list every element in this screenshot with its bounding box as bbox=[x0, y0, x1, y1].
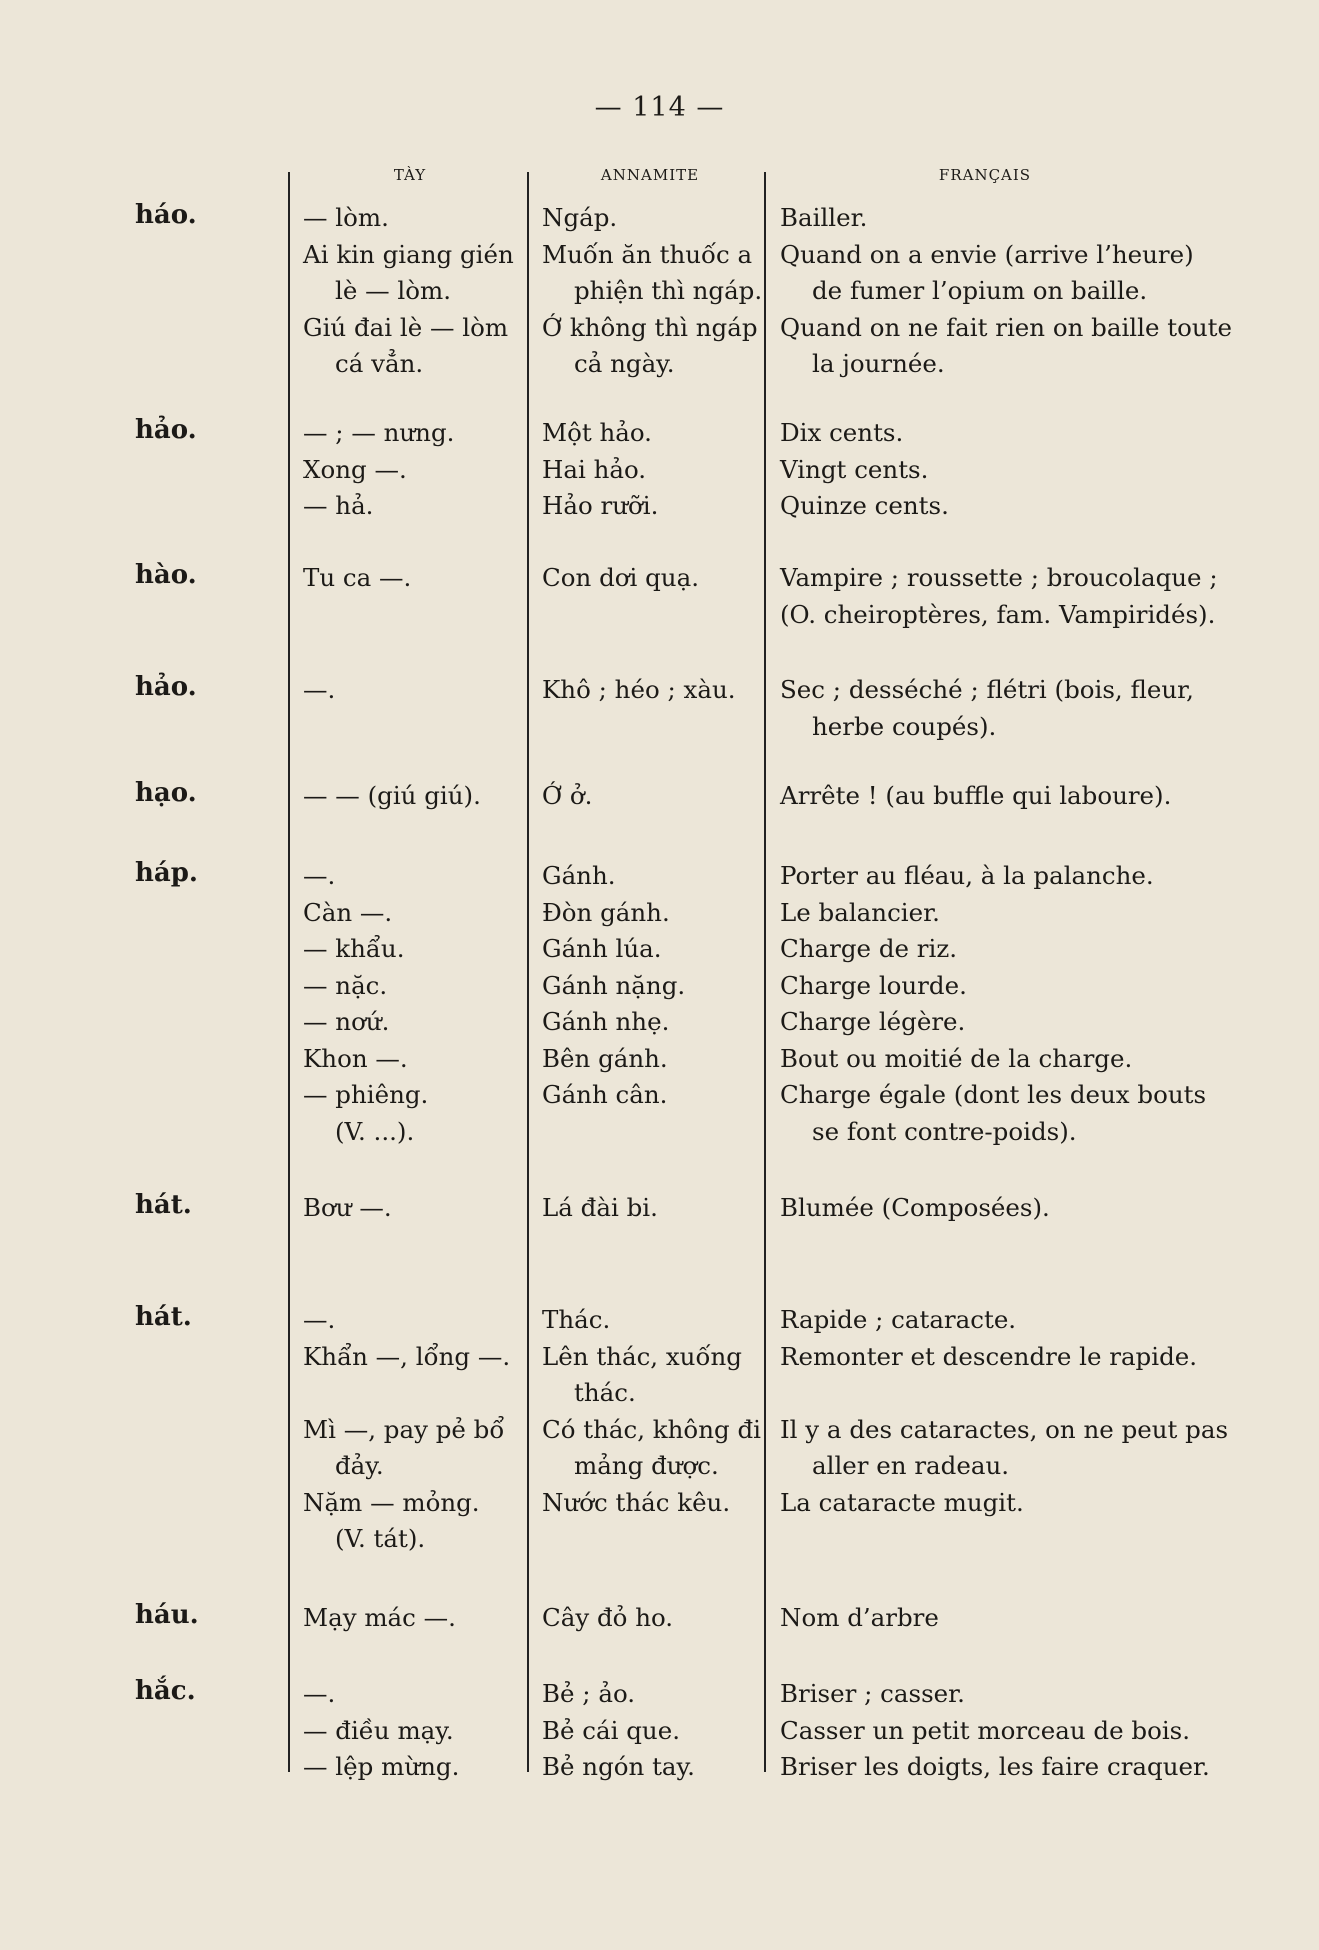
entry-headword: hạo. bbox=[135, 778, 197, 808]
entry-headword: hát. bbox=[135, 1302, 192, 1332]
francais-column-line: se font contre-poids). bbox=[812, 1116, 1077, 1146]
tay-column-line: —. bbox=[303, 861, 336, 890]
entry-tay-column bbox=[303, 1302, 525, 1558]
entry-francais-column bbox=[780, 672, 1230, 745]
entry-headword: hào. bbox=[135, 560, 197, 590]
francais-column-line: Remonter et descendre le rapide. bbox=[780, 1341, 1198, 1371]
annamite-column-line: Lá đài bi. bbox=[542, 1193, 658, 1222]
entry-francais-column bbox=[780, 858, 1230, 1150]
entry-headword: hảo. bbox=[135, 672, 197, 702]
francais-column-line: Charge de riz. bbox=[780, 934, 958, 963]
entry-annamite-column bbox=[542, 1302, 762, 1521]
annamite-column-line: Khô ; héo ; xàu. bbox=[542, 675, 736, 704]
tay-column-line: Mì —, pay pẻ bổ bbox=[303, 1414, 505, 1444]
francais-column-line: Vingt cents. bbox=[780, 454, 929, 484]
annamite-column-line: Bẻ cái que. bbox=[542, 1715, 680, 1745]
annamite-column-line: cả ngày. bbox=[574, 349, 675, 378]
annamite-column-line: Ngáp. bbox=[542, 203, 618, 232]
annamite-column-line: Hảo rưỡi. bbox=[542, 491, 659, 520]
tay-column-line: — điều mạy. bbox=[303, 1715, 454, 1745]
entry-annamite-column bbox=[542, 415, 762, 525]
entry-annamite-column bbox=[542, 200, 762, 383]
annamite-column-line: Hai hảo. bbox=[542, 454, 647, 484]
annamite-column-line: Gánh cân. bbox=[542, 1080, 668, 1109]
entry-francais-column bbox=[780, 1676, 1230, 1786]
tay-column-line: — lòm. bbox=[303, 203, 389, 232]
entry-headword: háu. bbox=[135, 1600, 199, 1630]
tay-column-line: cá vẳn. bbox=[335, 349, 424, 378]
annamite-column-line: Gánh nhẹ. bbox=[542, 1007, 670, 1036]
tay-column-line: —. bbox=[303, 1305, 336, 1334]
francais-column-line: Charge égale (dont les deux bouts bbox=[780, 1080, 1207, 1109]
francais-column-line: Charge lourde. bbox=[780, 970, 967, 1000]
entry-tay-column bbox=[303, 1600, 525, 1637]
annamite-column-line: Bẻ ngón tay. bbox=[542, 1752, 695, 1781]
page-number: — 114 — bbox=[594, 92, 725, 123]
entry-tay-column bbox=[303, 672, 525, 709]
francais-column-line: Quand on ne fait rien on baille toute bbox=[780, 312, 1232, 342]
francais-column-line: Charge légère. bbox=[780, 1007, 966, 1036]
francais-column-line: Vampire ; roussette ; broucolaque ; bbox=[780, 563, 1218, 592]
entry-tay-column bbox=[303, 858, 525, 1150]
annamite-column-line: Muốn ăn thuốc a bbox=[542, 239, 753, 269]
francais-column-line: Briser les doigts, les faire craquer. bbox=[780, 1752, 1210, 1781]
entry-francais-column bbox=[780, 1302, 1230, 1521]
francais-column-line: Nom d’arbre bbox=[780, 1603, 939, 1632]
column-divider bbox=[527, 172, 529, 1772]
francais-column-line: Quinze cents. bbox=[780, 491, 949, 520]
francais-column-line: La cataracte mugit. bbox=[780, 1487, 1024, 1517]
tay-column-line: Ai kin giang gién bbox=[303, 239, 514, 269]
annamite-column-line: thác. bbox=[574, 1378, 636, 1407]
entry-annamite-column bbox=[542, 672, 762, 709]
tay-column-line bbox=[303, 1375, 525, 1412]
entry-headword: háp. bbox=[135, 858, 198, 888]
entry-francais-column bbox=[780, 1190, 1230, 1227]
francais-column-line: Casser un petit morceau de bois. bbox=[780, 1715, 1191, 1745]
tay-column-line: Càn —. bbox=[303, 897, 393, 927]
francais-column-line: Porter au fléau, à la palanche. bbox=[780, 861, 1154, 890]
francais-column-line: Bailler. bbox=[780, 203, 868, 232]
francais-column-line: Quand on a envie (arrive l’heure) bbox=[780, 239, 1194, 269]
entry-annamite-column bbox=[542, 778, 762, 815]
column-header-francais: FRANÇAIS bbox=[938, 166, 1032, 184]
entry-annamite-column bbox=[542, 560, 762, 597]
tay-column-line: Xong —. bbox=[303, 454, 407, 484]
entry-tay-column bbox=[303, 415, 525, 525]
entry-tay-column bbox=[303, 778, 525, 815]
francais-column-line bbox=[780, 1375, 1230, 1412]
annamite-column-line: Gánh. bbox=[542, 861, 616, 890]
francais-column-line: Dix cents. bbox=[780, 418, 904, 447]
tay-column-line: Khẩn —, lổng —. bbox=[303, 1341, 511, 1371]
francais-column-line: (O. cheiroptères, fam. Vampiridés). bbox=[780, 599, 1216, 629]
column-divider bbox=[288, 172, 290, 1772]
tay-column-line: Tu ca —. bbox=[303, 563, 412, 592]
tay-column-line: — lệp mừng. bbox=[303, 1752, 460, 1781]
entry-headword: hát. bbox=[135, 1190, 192, 1220]
annamite-column-line: Nước thác kêu. bbox=[542, 1487, 731, 1517]
entry-tay-column bbox=[303, 200, 525, 383]
tay-column-line: Bơư —. bbox=[303, 1193, 392, 1222]
francais-column-line: Il y a des cataractes, on ne peut pas bbox=[780, 1414, 1229, 1444]
francais-column-line: Le balancier. bbox=[780, 897, 940, 927]
tay-column-line: Mạy mác —. bbox=[303, 1603, 456, 1632]
entry-tay-column bbox=[303, 1190, 525, 1227]
annamite-column-line: Gánh nặng. bbox=[542, 970, 686, 1000]
entry-francais-column bbox=[780, 560, 1230, 633]
column-header-tay: TÀY bbox=[393, 166, 427, 184]
tay-column-line: — khẩu. bbox=[303, 934, 405, 963]
annamite-column-line: Con dơi quạ. bbox=[542, 563, 699, 592]
entry-francais-column bbox=[780, 415, 1230, 525]
entry-headword: háo. bbox=[135, 200, 197, 230]
francais-column-line: herbe coupés). bbox=[812, 711, 997, 741]
tay-column-line: Giú đai lè — lòm bbox=[303, 312, 509, 342]
tay-column-line: Nặm — mỏng. bbox=[303, 1487, 480, 1517]
tay-column-line: — phiêng. bbox=[303, 1080, 429, 1109]
tay-column-line: đảy. bbox=[335, 1451, 384, 1480]
francais-column-line: Bout ou moitié de la charge. bbox=[780, 1043, 1133, 1073]
annamite-column-line: phiện thì ngáp. bbox=[574, 276, 763, 305]
tay-column-line: lè — lòm. bbox=[335, 276, 452, 305]
annamite-column-line: mảng được. bbox=[574, 1451, 719, 1480]
tay-column-line: Khon —. bbox=[303, 1043, 408, 1073]
francais-column-line: Sec ; desséché ; flétri (bois, fleur, bbox=[780, 675, 1194, 704]
column-divider bbox=[764, 172, 766, 1772]
entry-francais-column bbox=[780, 1600, 1230, 1637]
tay-column-line: — hả. bbox=[303, 491, 374, 520]
entry-francais-column bbox=[780, 200, 1230, 383]
tay-column-line: — — (giú giú). bbox=[303, 781, 481, 810]
tay-column-line: — nặc. bbox=[303, 970, 388, 1000]
tay-column-line: — nơứ. bbox=[303, 1007, 390, 1036]
entry-tay-column bbox=[303, 1676, 525, 1786]
annamite-column-line: Gánh lúa. bbox=[542, 934, 662, 963]
francais-column-line: Blumée (Composées). bbox=[780, 1193, 1050, 1222]
tay-column-line: (V. ...). bbox=[335, 1116, 415, 1146]
francais-column-line: Briser ; casser. bbox=[780, 1679, 965, 1708]
tay-column-line: — ; — nưng. bbox=[303, 418, 455, 447]
francais-column-line: aller en radeau. bbox=[812, 1451, 1010, 1480]
entry-headword: hắc. bbox=[135, 1676, 196, 1706]
annamite-column-line: Ớ không thì ngáp bbox=[542, 312, 758, 342]
entry-annamite-column bbox=[542, 1190, 762, 1227]
tay-column-line: (V. tát). bbox=[335, 1524, 426, 1553]
annamite-column-line: Ớ ở. bbox=[542, 781, 593, 810]
annamite-column-line: Bẻ ; ảo. bbox=[542, 1679, 636, 1708]
annamite-column-line: Thác. bbox=[542, 1305, 611, 1334]
francais-column-line: Arrête ! (au buffle qui laboure). bbox=[780, 781, 1172, 810]
entry-francais-column bbox=[780, 778, 1230, 815]
francais-column-line: de fumer l’opium on baille. bbox=[812, 276, 1148, 305]
francais-column-line: Rapide ; cataracte. bbox=[780, 1305, 1017, 1334]
entry-annamite-column bbox=[542, 1600, 762, 1637]
column-header-annamite: ANNAMITE bbox=[600, 166, 700, 184]
entry-tay-column bbox=[303, 560, 525, 597]
entry-annamite-column bbox=[542, 858, 762, 1114]
francais-column-line: la journée. bbox=[812, 349, 945, 378]
tay-column-line: —. bbox=[303, 1679, 336, 1708]
annamite-column-line: Có thác, không đi bbox=[542, 1414, 761, 1444]
annamite-column-line: Bên gánh. bbox=[542, 1043, 668, 1073]
entry-annamite-column bbox=[542, 1676, 762, 1786]
annamite-column-line: Đòn gánh. bbox=[542, 897, 670, 927]
entry-headword: hảo. bbox=[135, 415, 197, 445]
tay-column-line: —. bbox=[303, 675, 336, 704]
annamite-column-line: Lên thác, xuống bbox=[542, 1341, 742, 1371]
annamite-column-line: Một hảo. bbox=[542, 418, 652, 447]
annamite-column-line: Cây đỏ ho. bbox=[542, 1603, 674, 1632]
